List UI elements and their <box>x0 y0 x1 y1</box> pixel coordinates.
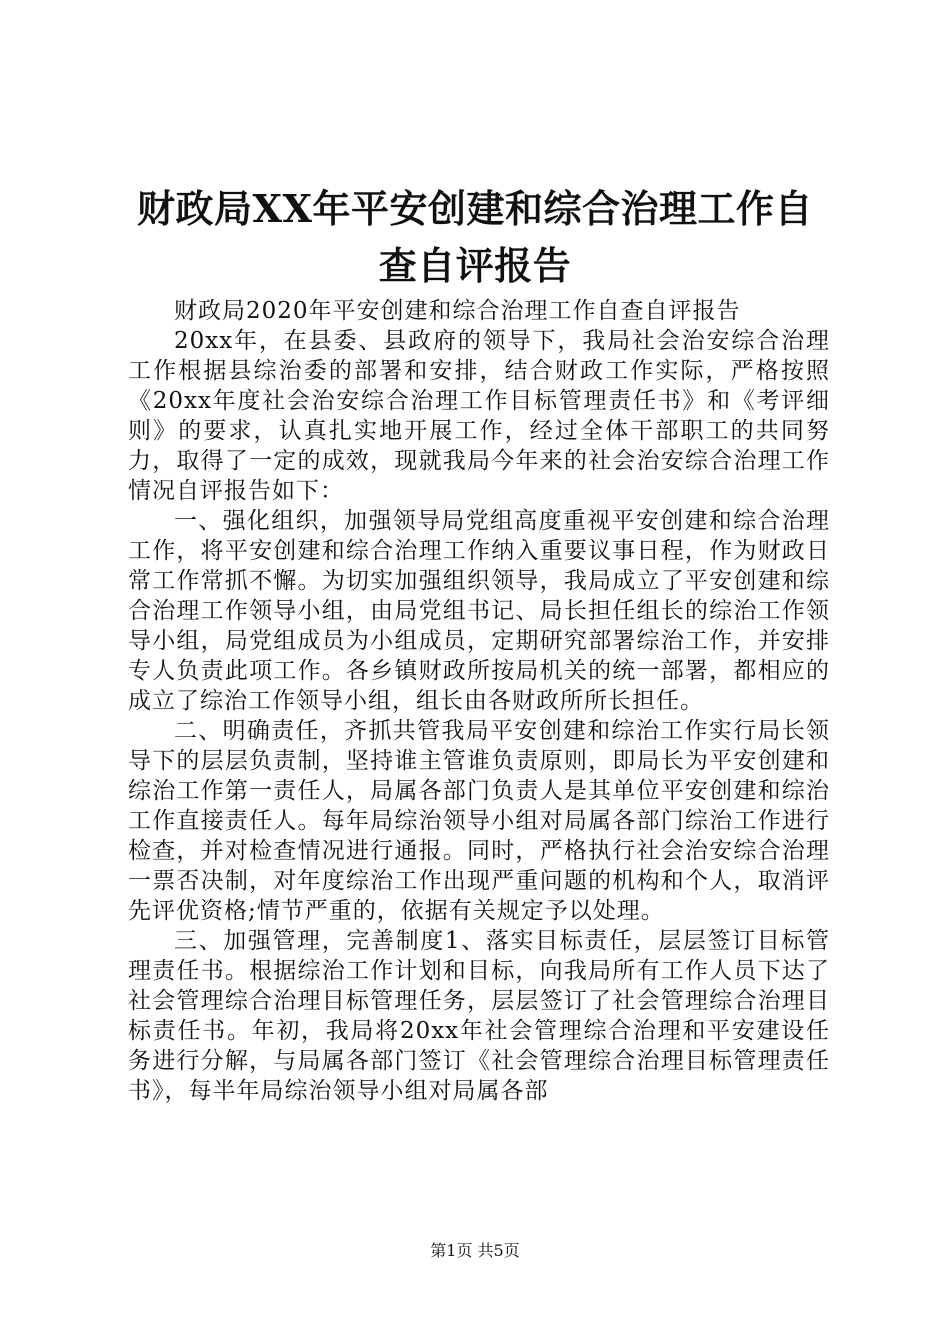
document-body <box>128 296 830 1106</box>
document-title: 财政局XX年平安创建和综合治理工作自查自评报告 <box>137 186 813 288</box>
intro-paragraph: 20xx年，在县委、县政府的领导下，我局社会治安综合治理工作根据县综治委的部署和安排，结合财政工作实际，严格按照《20xx年度社会治安综合治理工作目标管理责任书》和《考评细则》的要求，认真扎实地开展工作，经过全体干部职工的共同努力，取得了一定的成效，现就我局今年来的社会治安综合治理工作情况自评报告如下： <box>128 328 830 504</box>
subtitle-paragraph: 财政局2020年平安创建和综合治理工作自查自评报告 <box>174 298 741 324</box>
section-two-paragraph: 二、明确责任，齐抓共管我局平安创建和综治工作实行局长领导下的层层负责制，坚持谁主管谁负责原则，即局长为平安创建和综治工作第一责任人，局属各部门负责人是其单位平安创建和综治工作直接责任人。每年局综治领导小组对局属各部门综治工作进行检查，并对检查情况进行通报。同时，严格执行社会治安综合治理一票否决制，对年度综治工作出现严重问题的机构和个人，取消评先评优资格;情节严重的，依据有关规定予以处理。 <box>128 718 830 924</box>
page-number-footer: 第1页 共5页 <box>430 1241 520 1260</box>
section-three-paragraph: 三、加强管理，完善制度1、落实目标责任，层层签订目标管理责任书。根据综治工作计划和目标，向我局所有工作人员下达了社会管理综合治理目标管理任务，层层签订了社会管理综合治理目标责任书。年初，我局将20xx年社会管理综合治理和平安建设任务进行分解，与局属各部门签订《社会管理综合治理目标管理责任书》，每半年局综治领导小组对局属各部 <box>128 928 830 1104</box>
section-one-paragraph: 一、强化组织，加强领导局党组高度重视平安创建和综合治理工作，将平安创建和综合治理工作纳入重要议事日程，作为财政日常工作常抓不懈。为切实加强组织领导，我局成立了平安创建和综合治理工作领导小组，由局党组书记、局长担任组长的综治工作领导小组，局党组成员为小组成员，定期研究部署综治工作，并安排专人负责此项工作。各乡镇财政所按局机关的统一部署，都相应的成立了综治工作领导小组，组长由各财政所所长担任。 <box>128 508 830 714</box>
